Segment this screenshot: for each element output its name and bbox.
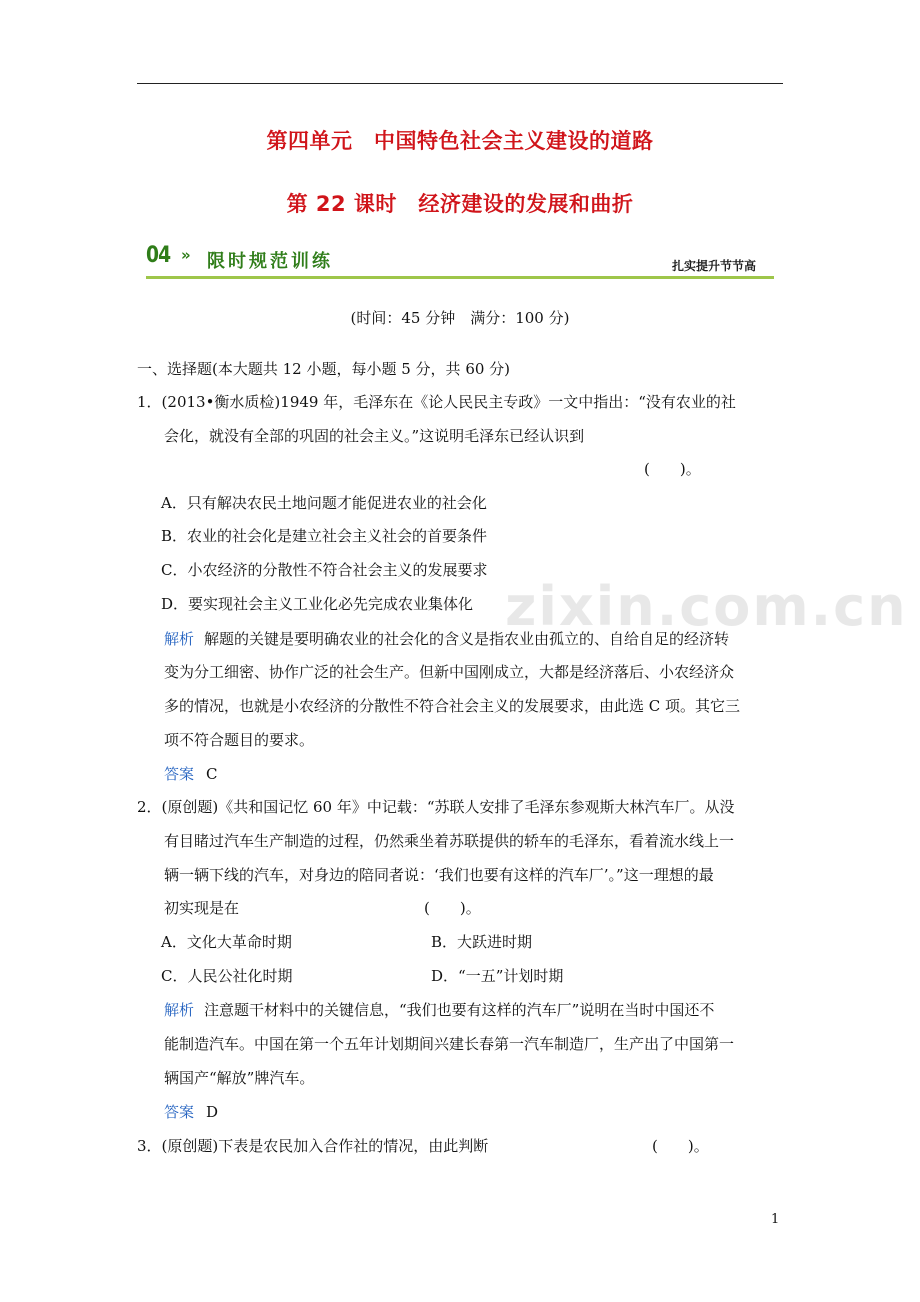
question-2-line-3: 辆一辆下线的汽车，对身边的陪同者说：‘我们也要有这样的汽车厂’。”这一理想的最 — [164, 866, 714, 884]
question-1-answer — [164, 764, 218, 784]
question-2-option-b: B．大跃进时期 — [431, 933, 533, 951]
question-1-line-2: 会化，就没有全部的巩固的社会主义。”这说明毛泽东已经认识到 — [164, 427, 585, 445]
question-2-analysis-line-1 — [164, 1000, 714, 1020]
answer-label: 答案 — [164, 1103, 195, 1121]
answer-value: D — [206, 1103, 219, 1121]
banner-title: 限时规范训练 — [207, 251, 333, 272]
question-2-answer — [164, 1102, 218, 1122]
question-2-analysis-line-3: 辆国产“解放”牌汽车。 — [164, 1069, 315, 1087]
question-2-line-4: 初实现是在 — [164, 899, 240, 917]
question-1-option-b: B．农业的社会化是建立社会主义社会的首要条件 — [161, 527, 488, 545]
question-1-option-d: D．要实现社会主义工业化必先完成农业集体化 — [161, 595, 474, 613]
watermark: zixin.com.cn — [505, 575, 908, 638]
answer-value: C — [206, 765, 218, 783]
banner-arrow-icon: » — [181, 246, 191, 264]
lesson-title: 第 22 课时 经济建设的发展和曲折 — [286, 192, 634, 216]
question-2-option-d: D．“一五”计划时期 — [431, 967, 564, 985]
question-1-line-1: 1．(2013•衡水质检)1949 年，毛泽东在《论人民民主专政》一文中指出：“没有农业的社 — [137, 393, 736, 411]
analysis-label: 解析 — [164, 1001, 195, 1019]
question-2-line-2: 有目睹过汽车生产制造的过程，仍然乘坐着苏联提供的轿车的毛泽东，看着流水线上一 — [164, 832, 735, 850]
analysis-text: 注意题干材料中的关键信息，“我们也要有这样的汽车厂”说明在当时中国还不 — [204, 1001, 715, 1019]
question-2-line-1: 2．(原创题)《共和国记忆 60 年》中记载：“苏联人安排了毛泽东参观斯大林汽车厂。从没 — [137, 798, 735, 816]
question-1-option-c: C．小农经济的分散性不符合社会主义的发展要求 — [161, 561, 488, 579]
banner-slogan: 扎实提升节节高 — [671, 259, 756, 273]
section-banner — [146, 240, 776, 280]
section-heading: 一、选择题(本大题共 12 小题，每小题 5 分，共 60 分) — [137, 360, 511, 378]
analysis-text: 解题的关键是要明确农业的社会化的含义是指农业由孤立的、自给自足的经济转 — [204, 630, 730, 648]
question-1-analysis-line-4: 项不符合题目的要求。 — [164, 731, 315, 749]
analysis-label: 解析 — [164, 630, 195, 648]
question-1-blank: ( )。 — [644, 460, 701, 478]
unit-title: 第四单元 中国特色社会主义建设的道路 — [266, 129, 654, 153]
question-1-option-a: A．只有解决农民土地问题才能促进农业的社会化 — [161, 494, 487, 512]
question-3-line-1: 3．(原创题)下表是农民加入合作社的情况，由此判断 — [137, 1137, 489, 1155]
question-2-analysis-line-2: 能制造汽车。中国在第一个五年计划期间兴建长春第一汽车制造厂，生产出了中国第一 — [164, 1035, 735, 1053]
answer-label: 答案 — [164, 765, 195, 783]
page-number: 1 — [771, 1212, 780, 1227]
question-2-option-a: A．文化大革命时期 — [161, 933, 292, 951]
question-1-analysis-line-3: 多的情况，也就是小农经济的分散性不符合社会主义的发展要求，由此选 C 项。其它三 — [164, 697, 741, 715]
question-3-blank: ( )。 — [652, 1137, 709, 1155]
banner-number: 04 — [146, 243, 171, 268]
question-2-blank: ( )。 — [424, 899, 481, 917]
question-2-option-c: C．人民公社化时期 — [161, 967, 293, 985]
header-rule — [137, 83, 783, 84]
exam-timing: (时间：45 分钟 满分：100 分) — [350, 309, 570, 327]
question-1-analysis-line-2: 变为分工细密、协作广泛的社会生产。但新中国刚成立，大都是经济落后、小农经济众 — [164, 663, 735, 681]
banner-underline — [146, 276, 774, 279]
